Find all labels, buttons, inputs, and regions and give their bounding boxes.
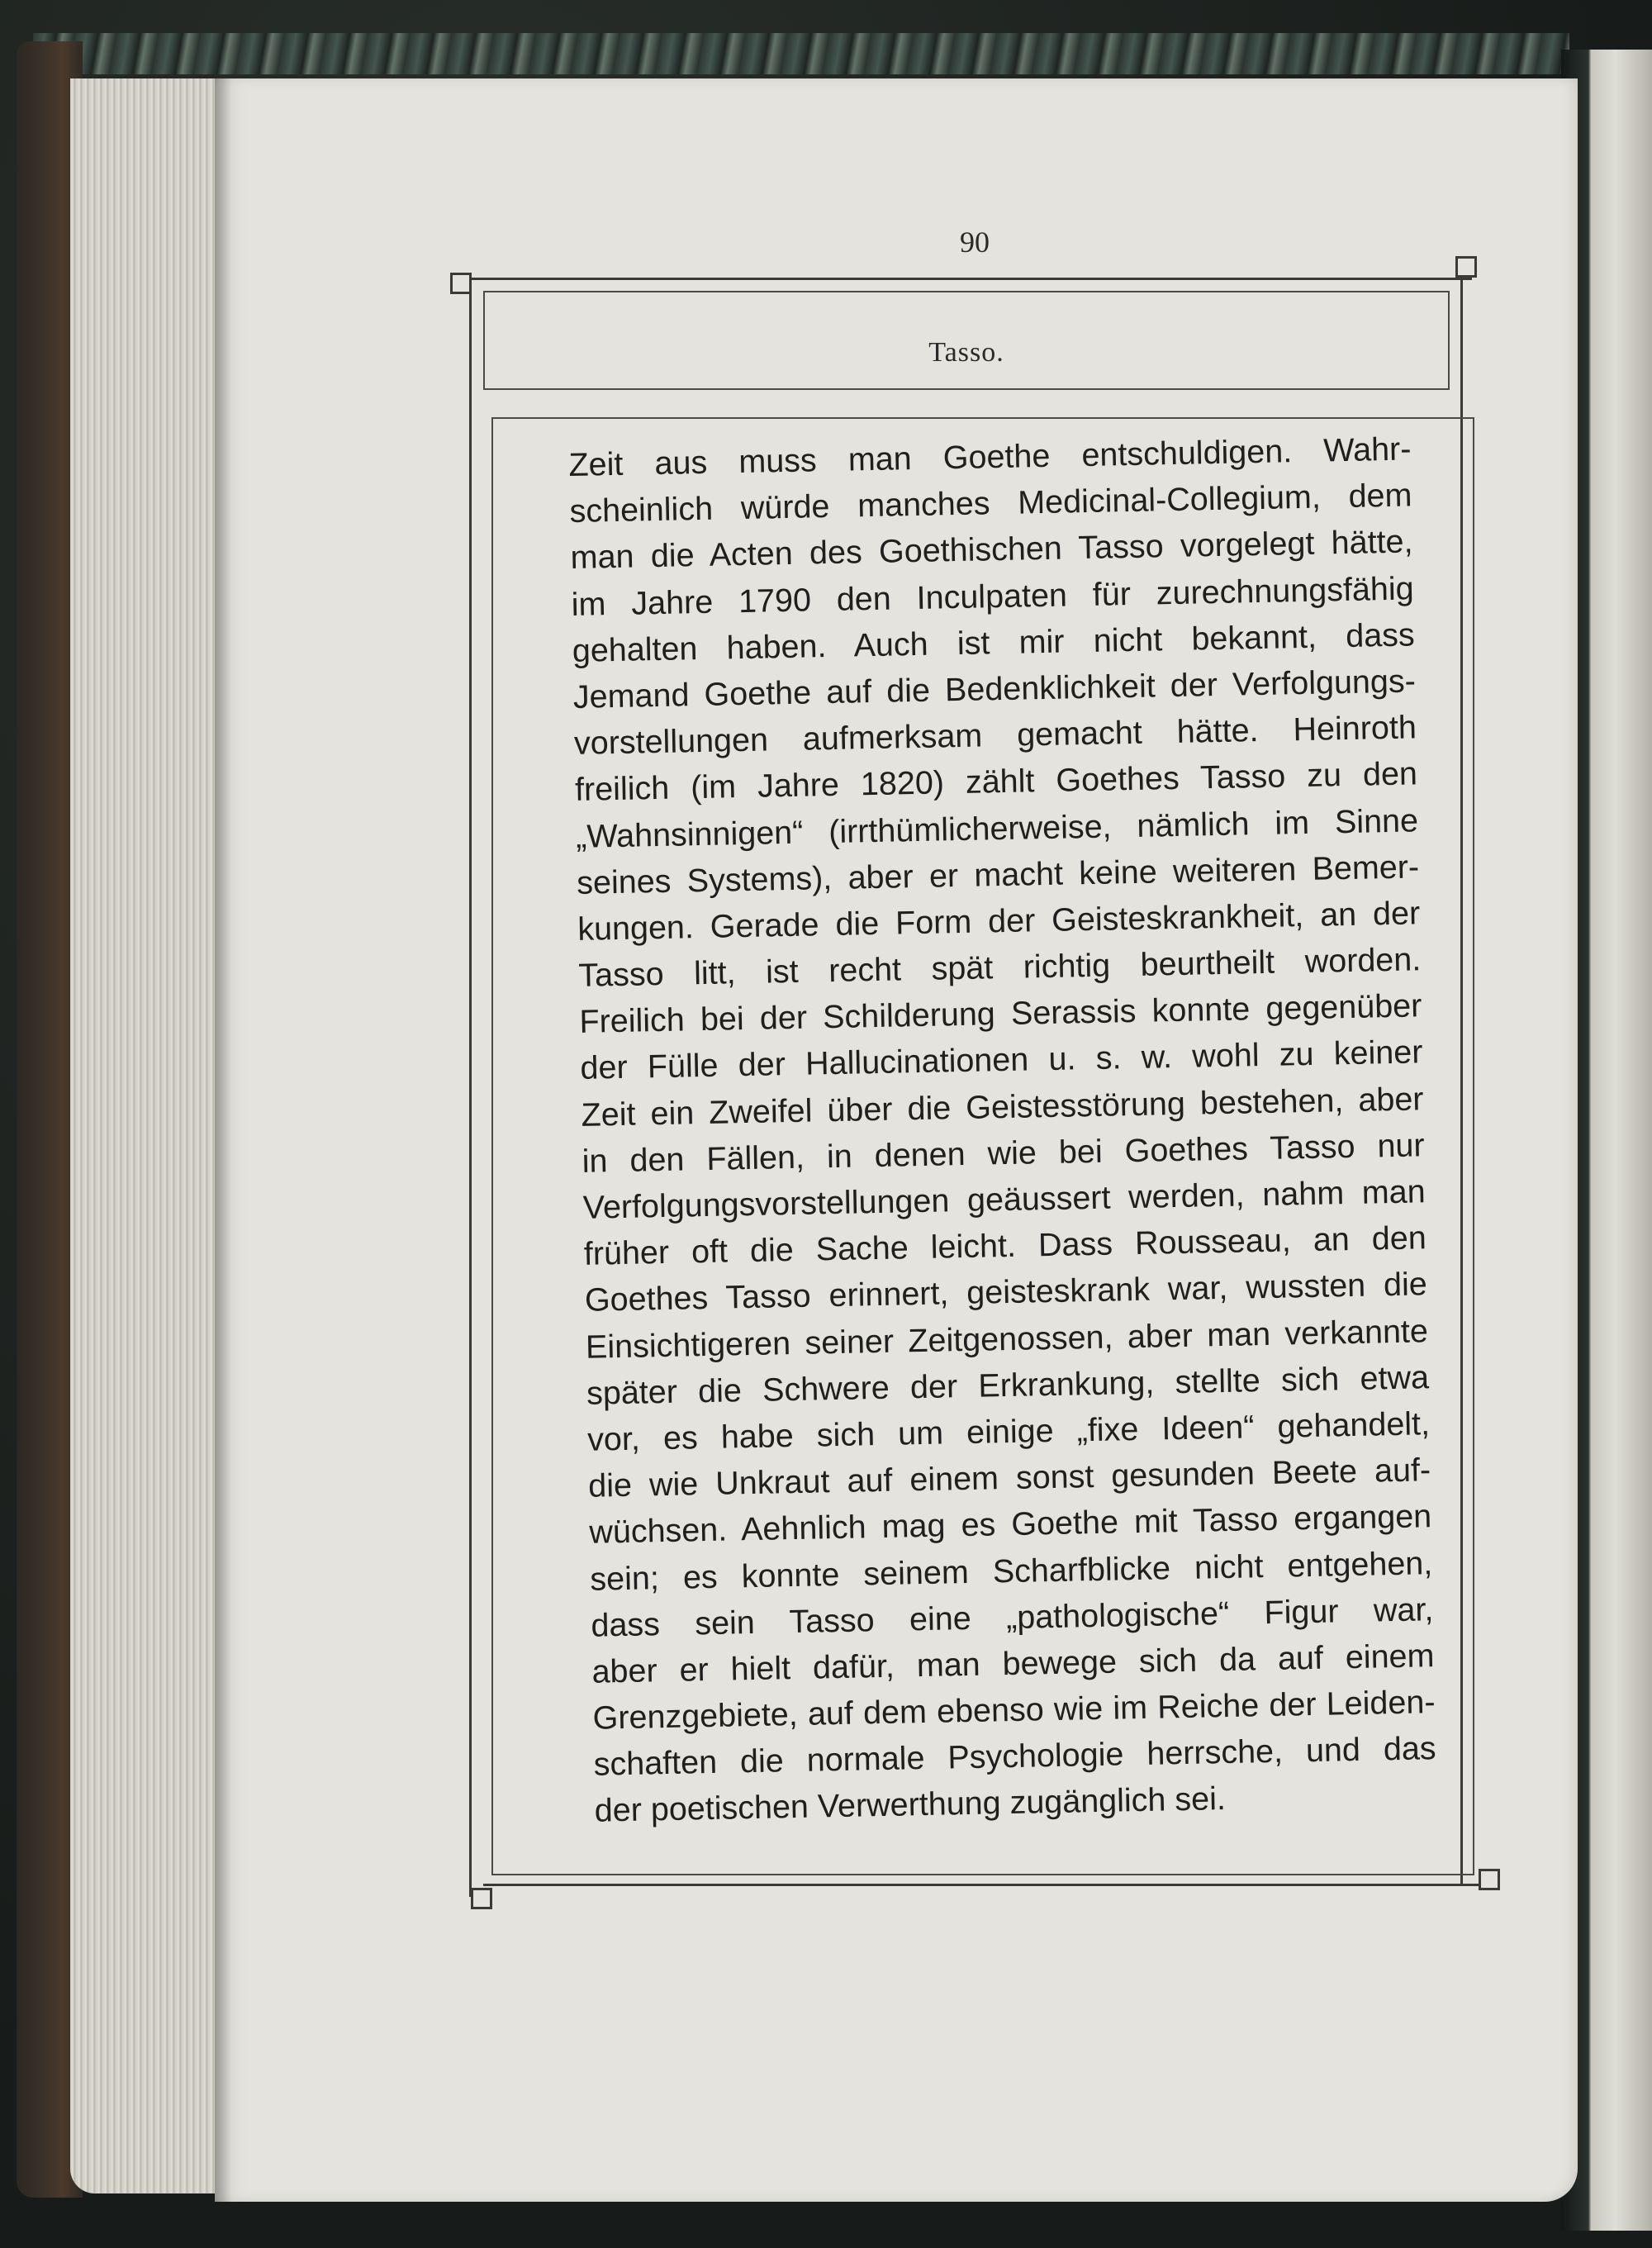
frame-corner-top-right (1455, 256, 1477, 278)
text-line: freilich (im Jahre 1820) zählt Goethes Tasso zu den (574, 755, 1418, 809)
page-number: 90 (960, 226, 990, 259)
text-line: gehalten haben. Auch ist mir nicht bekannt, dass (572, 616, 1416, 669)
frame-left-rule (469, 286, 472, 1897)
text-line: aber er hielt dafür, man bewege sich da auf einem (591, 1637, 1435, 1690)
text-line: Zeit ein Zweifel über die Geistesstörung bestehen, aber (581, 1080, 1424, 1134)
text-line: kungen. Gerade die Form der Geisteskrankheit, an der (577, 895, 1421, 948)
text-line: der Fülle der Hallucinationen u. s. w. wohl zu keiner (580, 1034, 1423, 1087)
body-text (568, 425, 1437, 1834)
text-line: der poetischen Verwerthung zugänglich sei. (594, 1780, 1227, 1830)
text-line: früher oft die Sache leicht. Dass Rousseau, an den (583, 1219, 1427, 1273)
page-block-edges (70, 78, 235, 2193)
text-line: Grenzgebiete, auf dem ebenso wie im Reiche der Leiden- (592, 1684, 1436, 1737)
text-line: wüchsen. Aehnlich mag es Goethe mit Tasso ergangen (588, 1498, 1432, 1552)
text-line: vor, es habe sich um einige „fixe Ideen“ gehandelt, (586, 1405, 1431, 1458)
text-line: Einsichtigeren seiner Zeitgenossen, aber man verkannte (585, 1312, 1429, 1366)
text-line: sein; es konnte seinem Scharfblicke nicht entgehen, (590, 1544, 1433, 1598)
text-line: vorstellungen aufmerksam gemacht hätte. Heinroth (573, 709, 1417, 763)
frame-top-rule (463, 278, 1472, 280)
text-line: in den Fällen, in denen wie bei Goethes Tasso nur (582, 1127, 1425, 1180)
book-cover-top-edge (33, 33, 1569, 74)
frame-corner-top-left (450, 273, 472, 294)
text-line: man die Acten des Goethischen Tasso vorgelegt hätte, (570, 523, 1413, 577)
text-line: „Wahnsinnigen“ (irrthümlicherweise, nämlich im Sinne (575, 801, 1419, 855)
frame-corner-bottom-left (471, 1888, 492, 1909)
text-line: Zeit aus muss man Goethe entschuldigen. Wahr- (568, 430, 1412, 483)
page-gutter-shadow (215, 78, 231, 2202)
text-line: im Jahre 1790 den Inculpaten für zurechnungsfähig (571, 569, 1415, 623)
frame-bottom-rule (483, 1884, 1484, 1886)
text-line: Jemand Goethe auf die Bedenklichkeit der Verfolgungs- (572, 663, 1417, 715)
frame-corner-bottom-right (1479, 1869, 1500, 1890)
text-line: Verfolgungsvorstellungen geäussert werden, nahm man (582, 1173, 1427, 1226)
text-line: dass sein Tasso eine „pathologische“ Figur war, (591, 1590, 1434, 1644)
text-line: Freilich bei der Schilderung Serassis konnte gegenüber (579, 987, 1422, 1041)
text-line: scheinlich würde manches Medicinal-Collegium, dem (569, 477, 1412, 530)
running-head: Tasso. (928, 337, 1004, 368)
text-line: seines Systems), aber er macht keine weiteren Bemer- (576, 848, 1420, 901)
text-line: schaften die normale Psychologie herrsche, und das (593, 1730, 1436, 1783)
text-line: Goethes Tasso erinnert, geisteskrank war, wussten die (584, 1266, 1428, 1319)
text-line: Tasso litt, ist recht spät richtig beurtheilt worden. (577, 941, 1422, 994)
text-line: die wie Unkraut auf einem sonst gesunden Beete auf- (587, 1452, 1431, 1504)
text-line: später die Schwere der Erkrankung, stellte sich etwa (586, 1358, 1430, 1412)
